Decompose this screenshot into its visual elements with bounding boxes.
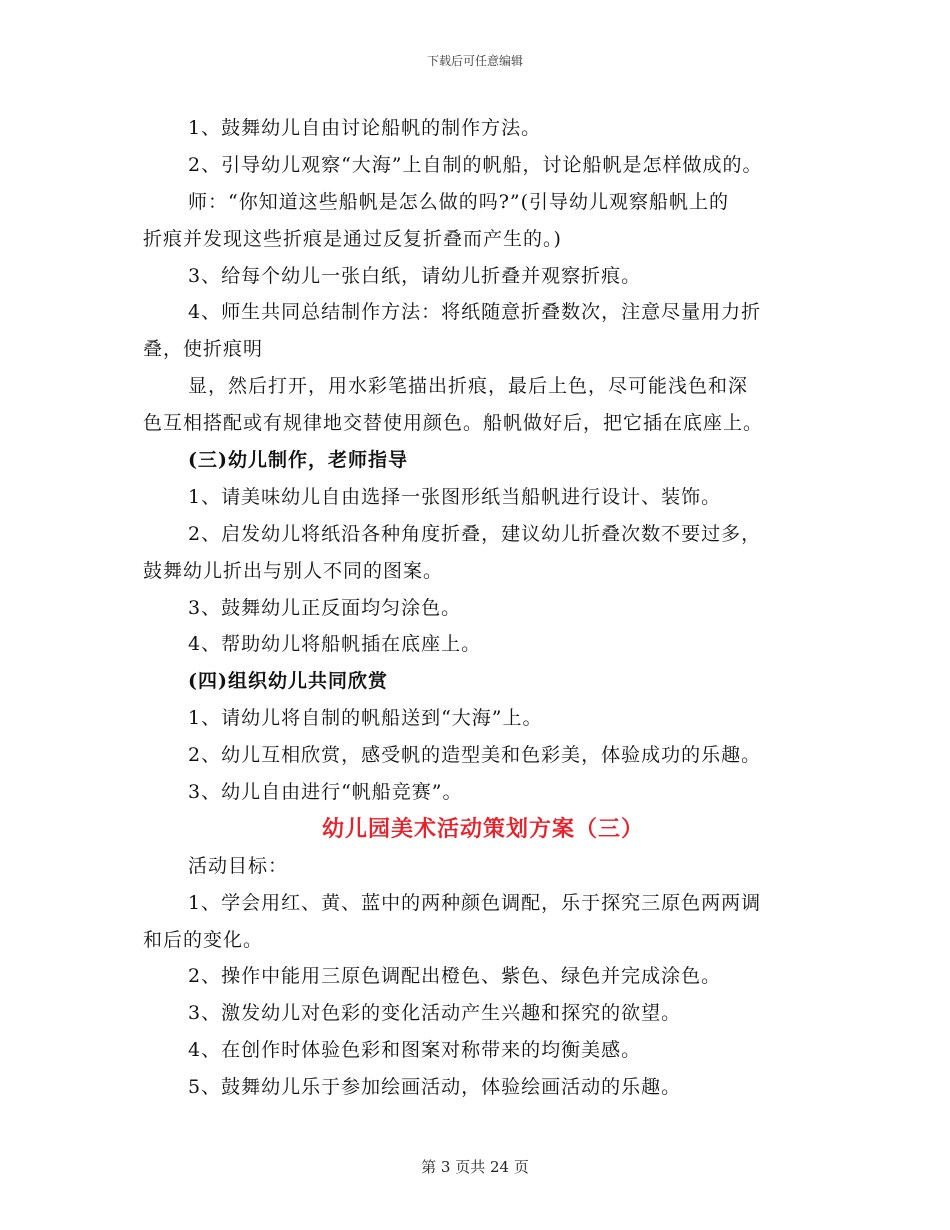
text-line: 2、启发幼儿将纸沿各种角度折叠，建议幼儿折叠次数不要过多，: [188, 522, 762, 545]
document-body: [143, 110, 823, 1106]
text-line: 鼓舞幼儿折出与别人不同的图案。: [143, 559, 444, 582]
text-line: 师：“你知道这些船帆是怎么做的吗?”(引导幼儿观察船帆上的: [188, 190, 730, 213]
section-title: 幼儿园美术活动策划方案（三）: [321, 815, 644, 842]
text-line: 4、在创作时体验色彩和图案对称带来的均衡美感。: [188, 1039, 642, 1062]
text-line: 活动目标：: [188, 854, 289, 877]
text-line: 和后的变化。: [143, 928, 264, 951]
text-line: 2、幼儿互相欣赏，感受帆的造型美和色彩美，体验成功的乐趣。: [188, 744, 762, 767]
subheading: (三)幼儿制作，老师指导: [188, 449, 408, 472]
text-line: 2、操作中能用三原色调配出橙色、紫色、绿色并完成涂色。: [188, 965, 722, 988]
text-line: 1、学会用红、黄、蓝中的两种颜色调配，乐于探究三原色两两调: [188, 891, 762, 914]
text-line: 1、请幼儿将自制的帆船送到“大海”上。: [188, 707, 543, 730]
page-header: 下载后可任意编辑: [426, 54, 523, 68]
text-line: 3、给每个幼儿一张白纸，请幼儿折叠并观察折痕。: [188, 264, 642, 287]
subheading: (四)组织幼儿共同欣赏: [188, 670, 388, 693]
text-line: 显，然后打开，用水彩笔描出折痕，最后上色，尽可能浅色和深: [188, 375, 749, 398]
text-line: 3、幼儿自由进行“帆船竞赛”。: [188, 781, 463, 804]
text-line: 4、帮助幼儿将船帆插在底座上。: [188, 633, 482, 656]
text-line: 1、请美味幼儿自由选择一张图形纸当船帆进行设计、装饰。: [188, 485, 722, 508]
text-line: 2、引导幼儿观察“大海”上自制的帆船，讨论船帆是怎样做成的。: [188, 153, 763, 176]
text-line: 3、激发幼儿对色彩的变化活动产生兴趣和探究的欲望。: [188, 1002, 682, 1025]
text-line: 折痕并发现这些折痕是通过反复折叠而产生的。): [143, 227, 562, 250]
text-line: 叠，使折痕明: [143, 338, 264, 361]
page-footer: 第 3 页共 24 页: [421, 1158, 529, 1176]
text-line: 1、鼓舞幼儿自由讨论船帆的制作方法。: [188, 117, 542, 139]
text-line: 5、鼓舞幼儿乐于参加绘画活动，体验绘画活动的乐趣。: [188, 1076, 682, 1099]
text-line: 3、鼓舞幼儿正反面均匀涂色。: [188, 596, 462, 619]
text-line: 4、师生共同总结制作方法：将纸随意折叠数次，注意尽量用力折: [188, 301, 762, 324]
text-line: 色互相搭配或有规律地交替使用颜色。船帆做好后，把它插在底座上。: [143, 412, 764, 435]
